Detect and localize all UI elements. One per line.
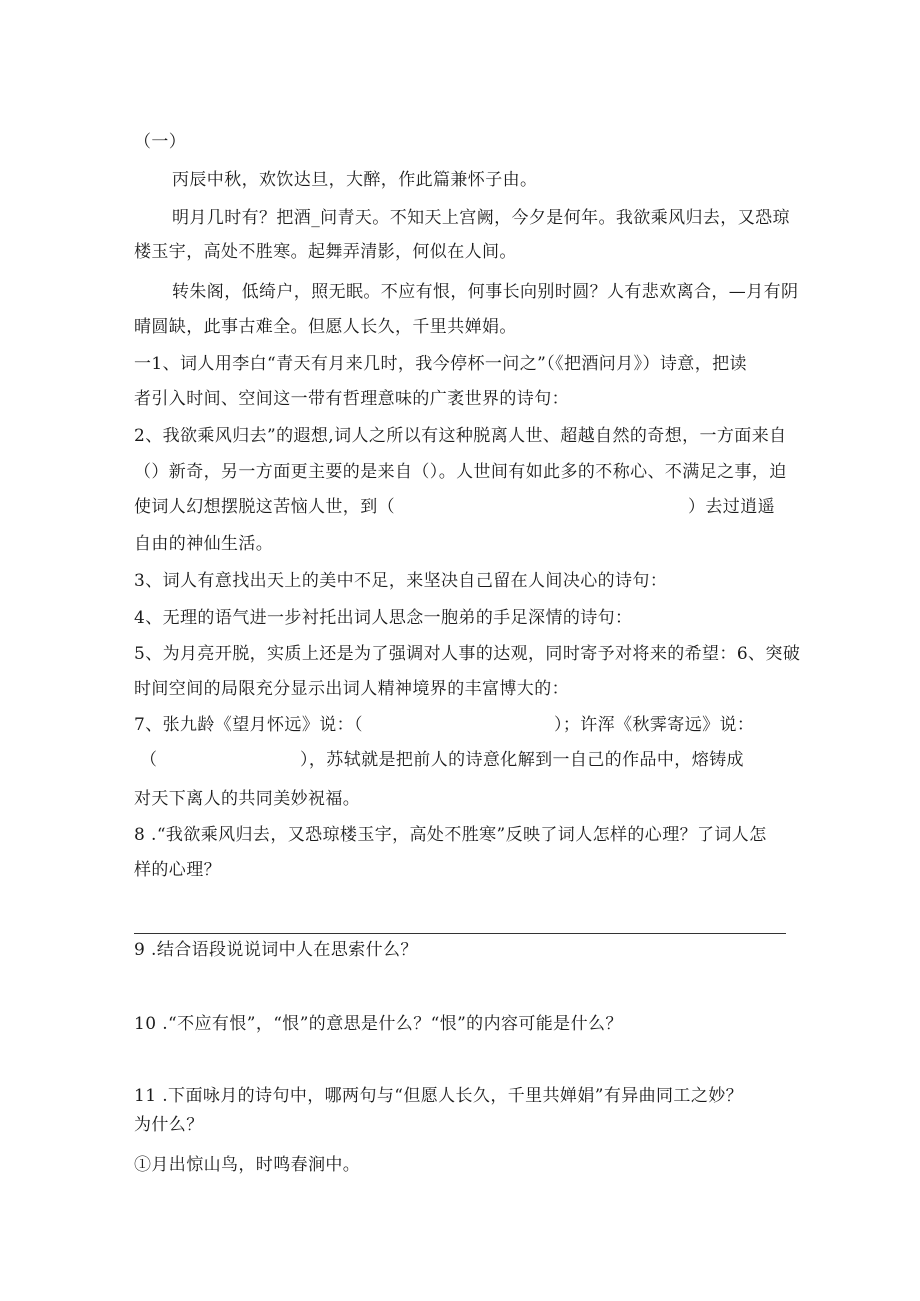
question-7: （ [140, 750, 158, 770]
question-7: ），苏轼就是把前人的诗意化解到一自己的作品中，熔铸成 [300, 750, 744, 770]
poem-line: 楼玉宇，高处不胜寒。起舞弄清影，何似在人间。 [134, 242, 517, 262]
answer-line [134, 933, 786, 934]
question-3: 3、词人有意找出天上的美中不足，来坚决自己留在人间决心的诗句： [134, 571, 668, 591]
question-11: 为什么？ [134, 1115, 204, 1135]
question-4: 4、无理的语气进一步衬托出词人思念一胞弟的手足深情的诗句： [134, 608, 633, 628]
question-2: ）去过逍遥 [688, 497, 775, 517]
poem-line: 晴圆缺，此事古难全。但愿人长久，千里共婵娟。 [134, 317, 517, 337]
poem-preface: 丙辰中秋，欢饮达旦，大醉，作此篇兼怀子由。 [172, 170, 538, 190]
question-2: （）新奇，另一方面更主要的是来自（）。人世间有如此多的不称心、不满足之事，迫 [134, 462, 787, 482]
section-label: （一） [134, 132, 187, 152]
question-8: 样的心理？ [134, 860, 221, 880]
question-9: 9 .结合语段说说词中人在思索什么？ [134, 940, 418, 960]
question-2: 自由的神仙生活。 [134, 534, 274, 554]
question-2: 2、我欲乘风归去”的遐想,词人之所以有这种脱离人世、超越自然的奇想，一方面来自 [134, 426, 787, 446]
question-1: 一1、词人用李白“青天有月来几时，我今停杯一问之”（《把酒问月》）诗意，把读 [134, 354, 747, 374]
question-10: 10 .“不应有恨”，“恨”的意思是什么？“恨”的内容可能是什么？ [134, 1014, 623, 1034]
question-7: 对天下离人的共同美妙祝福。 [134, 789, 361, 809]
question-5: 时间空间的局限充分显示出词人精神境界的丰富博大的： [134, 679, 569, 699]
question-7: ）；许浑《秋霁寄远》说： [554, 715, 755, 735]
question-1: 者引入时间、空间这一带有哲理意味的广袤世界的诗句： [134, 389, 569, 409]
question-2: 使词人幻想摆脱这苦恼人世，到（ [134, 497, 395, 517]
poem-line: 明月几时有？把酒_问青天。不知天上宫阙，今夕是何年。我欲乘风归去，又恐琼 [172, 208, 790, 228]
question-5: 5、为月亮开脱，实质上还是为了强调对人事的达观，同时寄予对将来的希望：6、突破 [134, 644, 801, 664]
question-7: 7、张九龄《望月怀远》说：（ [134, 715, 363, 735]
question-11: 11 .下面咏月的诗句中，哪两句与“但愿人长久，千里共婵娟”有异曲同工之妙？ [134, 1086, 744, 1106]
poem-line: 转朱阁，低绮户，照无眠。不应有恨，何事长向别时圆？人有悲欢离合，—月有阴 [172, 282, 799, 302]
question-8: 8 .“我欲乘风归去，又恐琼楼玉宇，高处不胜寒”反映了词人怎样的心理？了词人怎 [134, 825, 767, 845]
question-11-option: ①月出惊山鸟，时鸣春涧中。 [134, 1155, 361, 1175]
